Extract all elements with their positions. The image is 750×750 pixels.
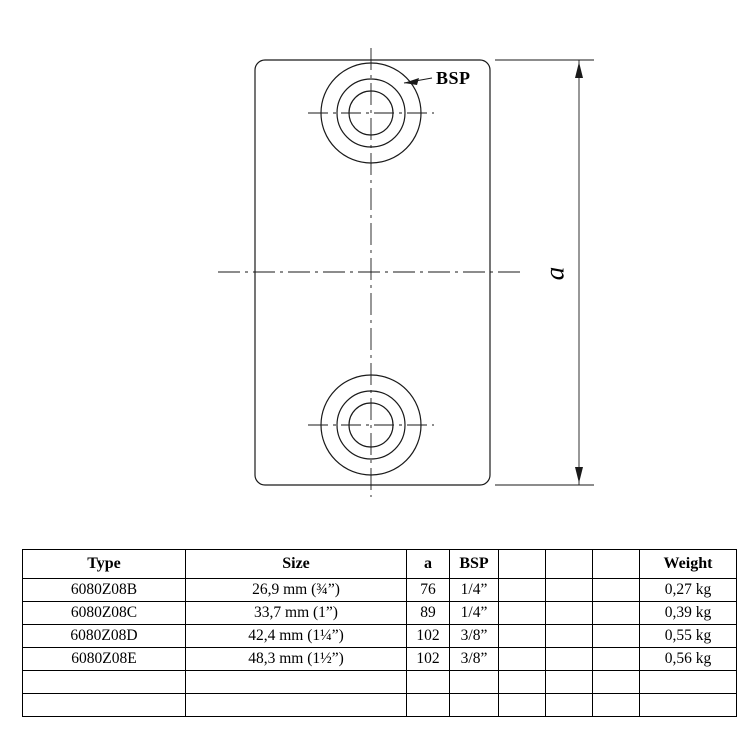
cell-weight: 0,56 kg	[640, 648, 737, 671]
cell-size: 33,7 mm (1”)	[186, 602, 407, 625]
cell-extra1	[499, 625, 546, 648]
table-row	[23, 602, 737, 625]
cell-extra1	[499, 579, 546, 602]
cell-extra3	[593, 625, 640, 648]
cell-extra2	[546, 602, 593, 625]
cell-a: 76	[407, 579, 450, 602]
filler-cell-type	[23, 694, 186, 717]
column-header-type: Type	[23, 550, 186, 579]
filler-cell-bsp	[450, 671, 499, 694]
cell-bsp: 1/4”	[450, 602, 499, 625]
cell-type: 6080Z08E	[23, 648, 186, 671]
dimension-arrow-top	[575, 62, 583, 78]
cell-weight: 0,39 kg	[640, 602, 737, 625]
cell-a: 89	[407, 602, 450, 625]
column-header-size: Size	[186, 550, 407, 579]
cell-weight: 0,55 kg	[640, 625, 737, 648]
bsp-leader-arrowhead	[404, 78, 419, 85]
cell-type: 6080Z08B	[23, 579, 186, 602]
cell-size: 42,4 mm (1¼”)	[186, 625, 407, 648]
filler-cell-size	[186, 671, 407, 694]
cell-type: 6080Z08D	[23, 625, 186, 648]
column-header-extra3	[593, 550, 640, 579]
table-header-row	[23, 550, 737, 579]
filler-cell-size	[186, 694, 407, 717]
dimension-a-label: a	[539, 266, 570, 281]
dimension-arrow-bottom	[575, 467, 583, 483]
column-header-a: a	[407, 550, 450, 579]
cell-extra1	[499, 602, 546, 625]
table-row	[23, 625, 737, 648]
cell-a: 102	[407, 625, 450, 648]
specification-table	[22, 549, 737, 717]
filler-cell-extra2	[546, 671, 593, 694]
cell-extra1	[499, 648, 546, 671]
column-header-extra2	[546, 550, 593, 579]
cell-extra3	[593, 648, 640, 671]
cell-extra3	[593, 579, 640, 602]
filler-cell-bsp	[450, 694, 499, 717]
cell-extra3	[593, 602, 640, 625]
filler-cell-type	[23, 671, 186, 694]
cell-bsp: 1/4”	[450, 579, 499, 602]
cell-a: 102	[407, 648, 450, 671]
cell-bsp: 3/8”	[450, 648, 499, 671]
bsp-callout-label: BSP	[436, 68, 471, 88]
specification-table-container	[22, 549, 728, 729]
filler-cell-extra3	[593, 671, 640, 694]
filler-cell-a	[407, 694, 450, 717]
table-filler-row	[23, 694, 737, 717]
column-header-bsp: BSP	[450, 550, 499, 579]
cell-bsp: 3/8”	[450, 625, 499, 648]
cell-extra2	[546, 648, 593, 671]
cell-extra2	[546, 625, 593, 648]
filler-cell-extra1	[499, 694, 546, 717]
column-header-weight: Weight	[640, 550, 737, 579]
filler-cell-extra2	[546, 694, 593, 717]
table-row	[23, 579, 737, 602]
table-row	[23, 648, 737, 671]
clamp-body-outline	[255, 60, 490, 485]
cell-size: 48,3 mm (1½”)	[186, 648, 407, 671]
filler-cell-weight	[640, 694, 737, 717]
cell-type: 6080Z08C	[23, 602, 186, 625]
table-filler-row	[23, 671, 737, 694]
filler-cell-extra3	[593, 694, 640, 717]
column-header-extra1	[499, 550, 546, 579]
filler-cell-a	[407, 671, 450, 694]
filler-cell-extra1	[499, 671, 546, 694]
cell-size: 26,9 mm (¾”)	[186, 579, 407, 602]
filler-cell-weight	[640, 671, 737, 694]
cell-weight: 0,27 kg	[640, 579, 737, 602]
cell-extra2	[546, 579, 593, 602]
